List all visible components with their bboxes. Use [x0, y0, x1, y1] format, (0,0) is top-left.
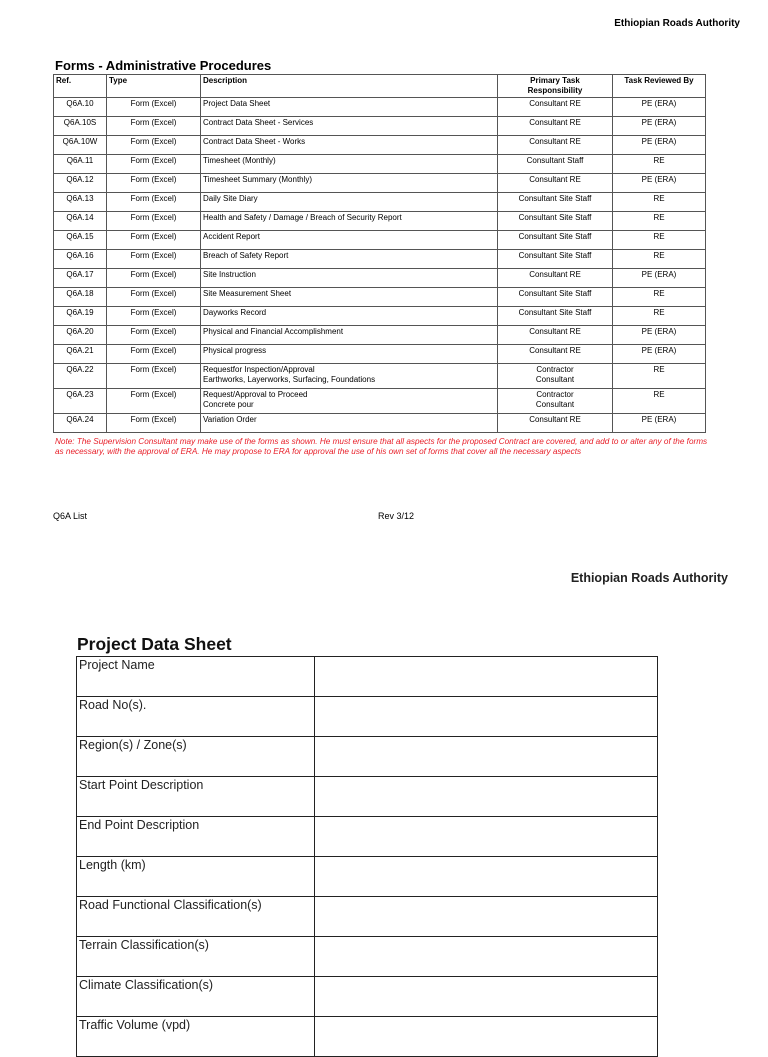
cell-ref: Q6A.10S — [54, 117, 107, 136]
cell-reviewed: PE (ERA) — [613, 345, 706, 364]
field-label: Project Name — [77, 657, 315, 697]
cell-reviewed: PE (ERA) — [613, 269, 706, 288]
cell-description: Site Measurement Sheet — [201, 288, 498, 307]
cell-primary: Consultant RE — [498, 174, 613, 193]
cell-type: Form (Excel) — [107, 117, 201, 136]
forms-table-body — [54, 98, 706, 433]
cell-primary: Consultant Site Staff — [498, 250, 613, 269]
table-row — [77, 737, 658, 777]
field-value[interactable] — [315, 697, 658, 737]
table-row — [54, 212, 706, 231]
cell-primary: Contractor Consultant — [498, 389, 613, 414]
table-row — [77, 897, 658, 937]
cell-primary: Consultant Site Staff — [498, 193, 613, 212]
cell-primary: Consultant RE — [498, 345, 613, 364]
cell-description: Project Data Sheet — [201, 98, 498, 117]
cell-reviewed: RE — [613, 155, 706, 174]
project-data-sheet-body — [77, 657, 658, 1057]
field-label: Traffic Volume (vpd) — [77, 1017, 315, 1057]
cell-primary: Consultant Site Staff — [498, 231, 613, 250]
table-row — [54, 250, 706, 269]
cell-type: Form (Excel) — [107, 174, 201, 193]
cell-type: Form (Excel) — [107, 212, 201, 231]
cell-primary: Consultant Staff — [498, 155, 613, 174]
cell-primary: Consultant RE — [498, 269, 613, 288]
field-value[interactable] — [315, 1017, 658, 1057]
field-value[interactable] — [315, 657, 658, 697]
table-row — [54, 414, 706, 433]
cell-reviewed: PE (ERA) — [613, 174, 706, 193]
cell-reviewed: PE (ERA) — [613, 117, 706, 136]
cell-reviewed: RE — [613, 193, 706, 212]
field-label: Region(s) / Zone(s) — [77, 737, 315, 777]
table-row — [54, 174, 706, 193]
cell-description: Contract Data Sheet - Services — [201, 117, 498, 136]
table-row — [77, 857, 658, 897]
forms-table — [53, 74, 706, 433]
cell-reviewed: RE — [613, 231, 706, 250]
cell-reviewed: RE — [613, 212, 706, 231]
cell-ref: Q6A.14 — [54, 212, 107, 231]
cell-type: Form (Excel) — [107, 326, 201, 345]
cell-description: Physical progress — [201, 345, 498, 364]
table-row — [54, 307, 706, 326]
cell-type: Form (Excel) — [107, 364, 201, 389]
project-data-sheet-title: Project Data Sheet — [77, 634, 232, 654]
cell-ref: Q6A.22 — [54, 364, 107, 389]
cell-type: Form (Excel) — [107, 288, 201, 307]
field-label: Length (km) — [77, 857, 315, 897]
cell-type: Form (Excel) — [107, 136, 201, 155]
col-type-header: Type — [107, 75, 201, 98]
field-label: Terrain Classification(s) — [77, 937, 315, 977]
cell-primary: Consultant RE — [498, 117, 613, 136]
cell-description: Timesheet (Monthly) — [201, 155, 498, 174]
cell-description: Dayworks Record — [201, 307, 498, 326]
cell-description: Breach of Safety Report — [201, 250, 498, 269]
cell-primary: Consultant RE — [498, 414, 613, 433]
cell-reviewed: RE — [613, 364, 706, 389]
supervision-note: Note: The Supervision Consultant may make use of the forms as shown. He must ensure that all aspects for the proposed Contract are covered, and add to or alter any of the forms as necessary, with the approval of ERA. He may propose to ERA for approval the use of his own set of forms that cover all the necessary aspects — [55, 437, 708, 456]
cell-reviewed: PE (ERA) — [613, 98, 706, 117]
table-row — [77, 697, 658, 737]
table-row — [54, 345, 706, 364]
cell-reviewed: PE (ERA) — [613, 414, 706, 433]
cell-ref: Q6A.17 — [54, 269, 107, 288]
cell-ref: Q6A.12 — [54, 174, 107, 193]
cell-ref: Q6A.10W — [54, 136, 107, 155]
cell-type: Form (Excel) — [107, 345, 201, 364]
cell-description: Contract Data Sheet - Works — [201, 136, 498, 155]
cell-type: Form (Excel) — [107, 98, 201, 117]
cell-ref: Q6A.11 — [54, 155, 107, 174]
page-header-authority: Ethiopian Roads Authority — [614, 18, 740, 29]
cell-reviewed: RE — [613, 288, 706, 307]
field-label: Start Point Description — [77, 777, 315, 817]
cell-ref: Q6A.13 — [54, 193, 107, 212]
footer-revision: Rev 3/12 — [378, 511, 415, 521]
cell-primary: Consultant Site Staff — [498, 307, 613, 326]
cell-description: Timesheet Summary (Monthly) — [201, 174, 498, 193]
cell-ref: Q6A.23 — [54, 389, 107, 414]
field-label: End Point Description — [77, 817, 315, 857]
cell-ref: Q6A.16 — [54, 250, 107, 269]
cell-type: Form (Excel) — [107, 250, 201, 269]
cell-type: Form (Excel) — [107, 155, 201, 174]
field-value[interactable] — [315, 857, 658, 897]
field-label: Road Functional Classification(s) — [77, 897, 315, 937]
cell-description: Daily Site Diary — [201, 193, 498, 212]
col-ref-header: Ref. — [54, 75, 107, 98]
table-row — [77, 977, 658, 1017]
table-row — [54, 136, 706, 155]
cell-ref: Q6A.10 — [54, 98, 107, 117]
page2-header-authority: Ethiopian Roads Authority — [570, 571, 728, 585]
cell-reviewed: PE (ERA) — [613, 326, 706, 345]
field-value[interactable] — [315, 777, 658, 817]
cell-description: Requestfor Inspection/Approval Earthworks, Layerworks, Surfacing, Foundations — [201, 364, 498, 389]
cell-ref: Q6A.19 — [54, 307, 107, 326]
cell-ref: Q6A.24 — [54, 414, 107, 433]
cell-ref: Q6A.21 — [54, 345, 107, 364]
cell-ref: Q6A.15 — [54, 231, 107, 250]
cell-description: Request/Approval to Proceed Concrete pour — [201, 389, 498, 414]
table-row — [77, 817, 658, 857]
footer-doc-id: Q6A List — [53, 511, 88, 521]
col-primary-header: Primary Task Responsibility — [498, 75, 613, 98]
forms-title: Forms - Administrative Procedures — [55, 58, 272, 73]
cell-type: Form (Excel) — [107, 389, 201, 414]
field-label: Road No(s). — [77, 697, 315, 737]
cell-reviewed: PE (ERA) — [613, 136, 706, 155]
project-data-sheet-table — [76, 656, 658, 1057]
cell-type: Form (Excel) — [107, 231, 201, 250]
table-row — [77, 777, 658, 817]
cell-ref: Q6A.18 — [54, 288, 107, 307]
field-value[interactable] — [315, 977, 658, 1017]
table-row — [54, 117, 706, 136]
table-row — [54, 288, 706, 307]
table-row — [54, 326, 706, 345]
field-label: Climate Classification(s) — [77, 977, 315, 1017]
table-row — [54, 269, 706, 288]
cell-description: Accident Report — [201, 231, 498, 250]
col-reviewed-header: Task Reviewed By — [613, 75, 706, 98]
table-row — [54, 193, 706, 212]
field-value[interactable] — [315, 817, 658, 857]
table-row — [54, 231, 706, 250]
cell-primary: Consultant RE — [498, 98, 613, 117]
table-row — [77, 1017, 658, 1057]
field-value[interactable] — [315, 937, 658, 977]
col-description-header: Description — [201, 75, 498, 98]
field-value[interactable] — [315, 897, 658, 937]
cell-primary: Contractor Consultant — [498, 364, 613, 389]
cell-description: Variation Order — [201, 414, 498, 433]
table-row — [77, 657, 658, 697]
table-row — [54, 98, 706, 117]
cell-type: Form (Excel) — [107, 269, 201, 288]
forms-table-header-row — [54, 75, 706, 98]
cell-reviewed: RE — [613, 307, 706, 326]
cell-ref: Q6A.20 — [54, 326, 107, 345]
cell-reviewed: RE — [613, 389, 706, 414]
cell-type: Form (Excel) — [107, 193, 201, 212]
cell-description: Health and Safety / Damage / Breach of Security Report — [201, 212, 498, 231]
cell-type: Form (Excel) — [107, 307, 201, 326]
cell-description: Physical and Financial Accomplishment — [201, 326, 498, 345]
table-row — [54, 389, 706, 414]
cell-type: Form (Excel) — [107, 414, 201, 433]
cell-primary: Consultant Site Staff — [498, 212, 613, 231]
table-row — [77, 937, 658, 977]
cell-primary: Consultant RE — [498, 326, 613, 345]
table-row — [54, 364, 706, 389]
cell-primary: Consultant Site Staff — [498, 288, 613, 307]
cell-description: Site Instruction — [201, 269, 498, 288]
cell-primary: Consultant RE — [498, 136, 613, 155]
field-value[interactable] — [315, 737, 658, 777]
cell-reviewed: RE — [613, 250, 706, 269]
table-row — [54, 155, 706, 174]
